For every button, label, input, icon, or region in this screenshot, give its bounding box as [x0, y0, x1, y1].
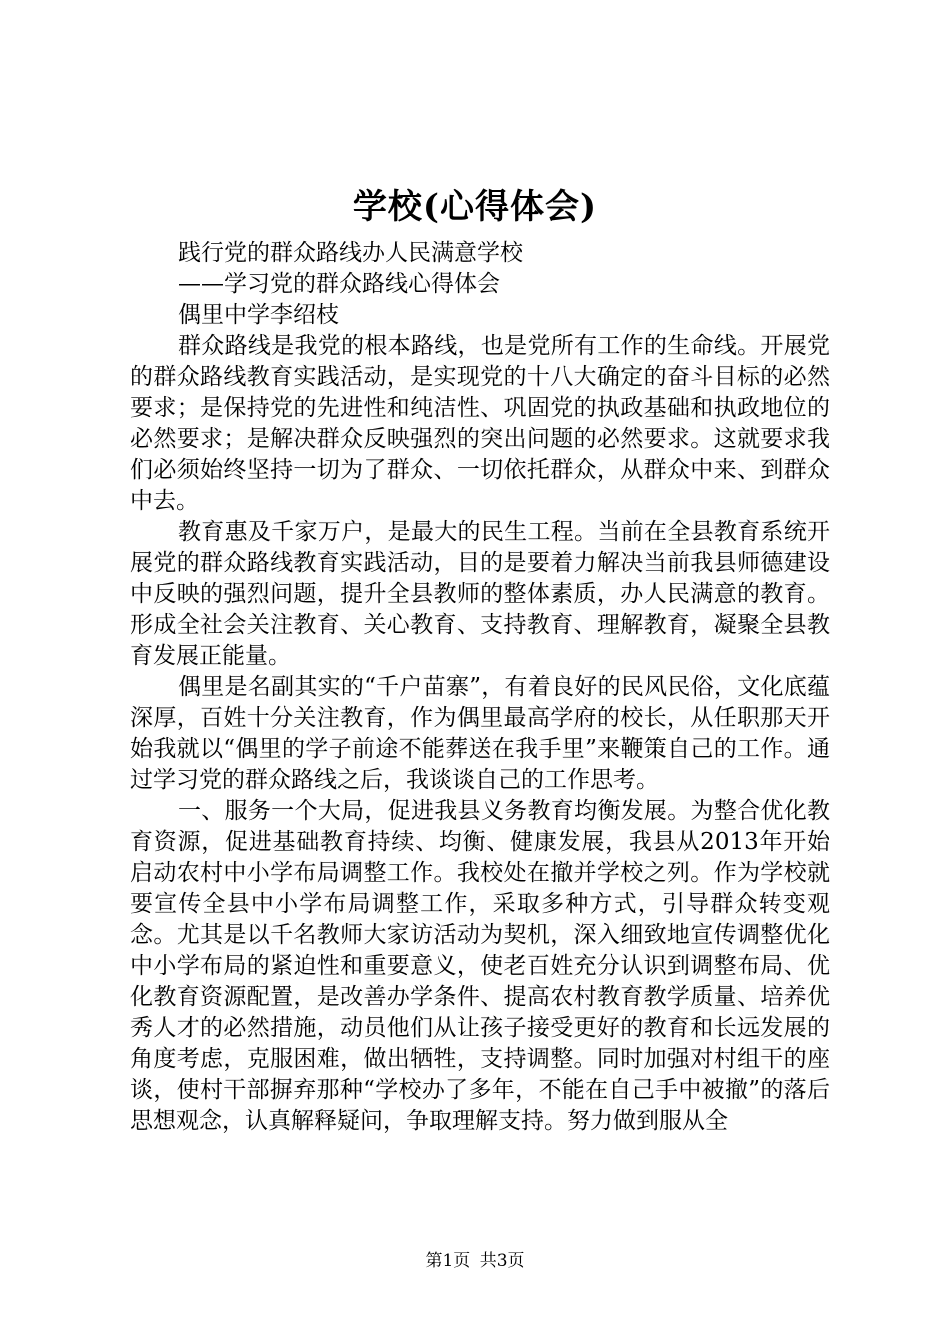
document-body [130, 238, 830, 1137]
paragraph: 群众路线是我党的根本路线，也是党所有工作的生命线。开展党的群众路线教育实践活动，是实现党的十八大确定的奋斗目标的必然要求；是保持党的先进性和纯洁性、巩固党的执政基础和执政地位的必然要求；是解决群众反映强烈的突出问题的必然要求。这就要求我们必须始终坚持一切为了群众、一切依托群众，从群众中来、到群众中去。 [130, 333, 830, 514]
paragraph: 教育惠及千家万户，是最大的民生工程。当前在全县教育系统开展党的群众路线教育实践活动，目的是要着力解决当前我县师德建设中反映的强烈问题，提升全县教师的整体素质，办人民满意的教育。形成全社会关注教育、关心教育、支持教育、理解教育，凝聚全县教育发展正能量。 [130, 519, 830, 669]
author-line: 偶里中学李绍枝 [178, 302, 339, 328]
document-title: 学校(心得体会) [352, 187, 598, 227]
subtitle-line: 践行党的群众路线办人民满意学校 [178, 240, 523, 266]
page-footer [0, 1246, 950, 1271]
paragraph: 一、服务一个大局，促进我县义务教育均衡发展。为整合优化教育资源，促进基础教育持续、均衡、健康发展，我县从2013年开始启动农村中小学布局调整工作。我校处在撤并学校之列。作为学校就要宣传全县中小学布局调整工作，采取多种方式，引导群众转变观念。尤其是以千名教师大家访活动为契机，深入细致地宣传调整优化中小学布局的紧迫性和重要意义，使老百姓充分认识到调整布局、优化教育资源配置，是改善办学条件、提高农村教育教学质量、培养优秀人才的必然措施，动员他们从让孩子接受更好的教育和长远发展的角度考虑，克服困难，做出牺牲，支持调整。同时加强对村组干的座谈，使村干部摒弃那种“学校办了多年，不能在自己手中被撤”的落后思想观念，认真解释疑问，争取理解支持。努力做到服从全 [130, 798, 830, 1134]
paragraph: 偶里是名副其实的“千户苗寨”，有着良好的民风民俗，文化底蕴深厚，百姓十分关注教育，作为偶里最高学府的校长，从任职那天开始我就以“偶里的学子前途不能葬送在我手里”来鞭策自己的工作。通过学习党的群众路线之后，我谈谈自己的工作思考。 [130, 674, 830, 793]
page-number: 第1页 [425, 1251, 471, 1271]
page-total: 共3页 [479, 1251, 525, 1271]
subtitle-line: ——学习党的群众路线心得体会 [178, 271, 500, 297]
